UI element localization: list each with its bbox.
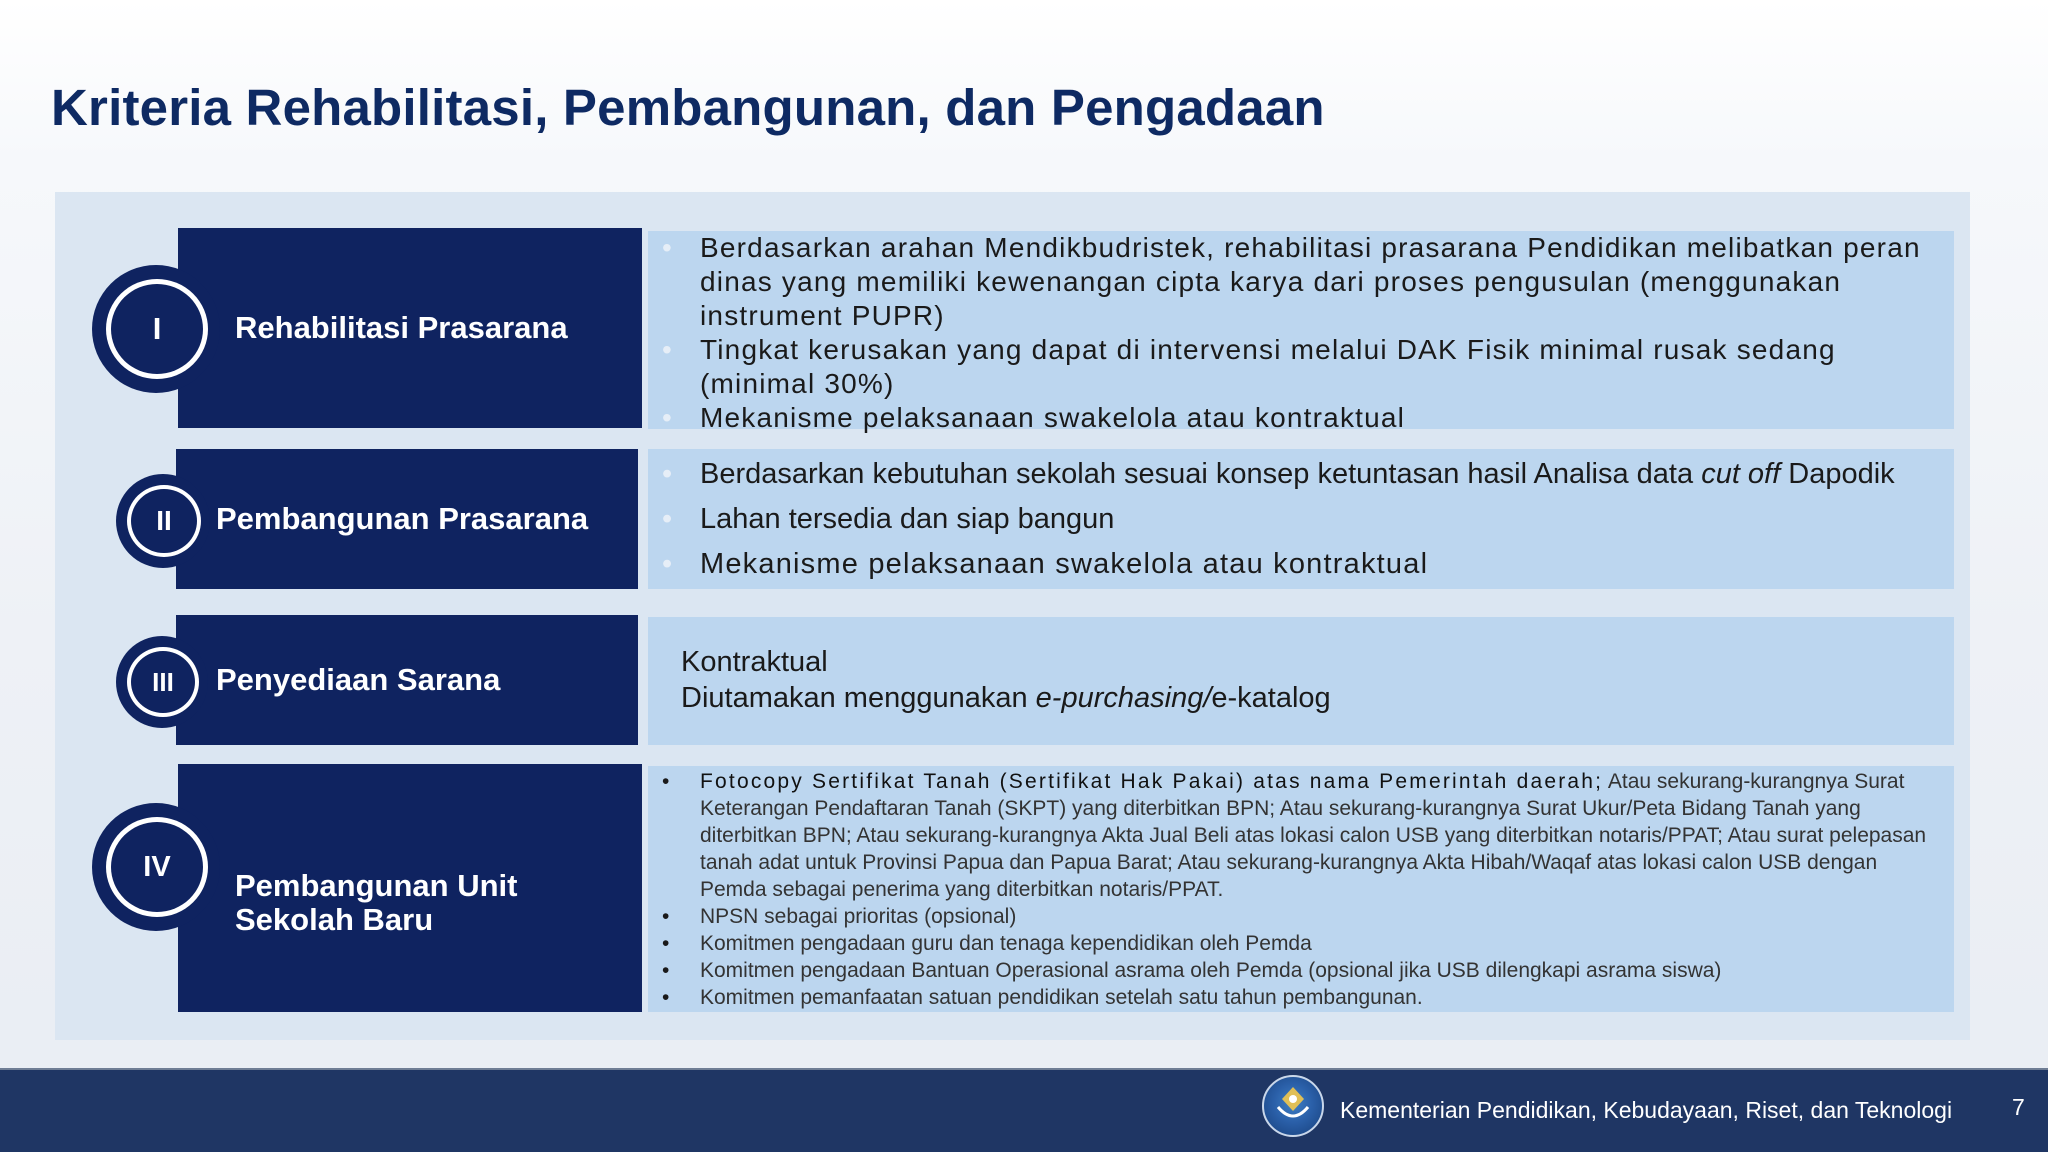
row-label: Sekolah Baru — [235, 902, 434, 937]
ministry-logo-icon — [1262, 1075, 1324, 1137]
row-label: Rehabilitasi Prasarana — [235, 310, 568, 345]
numeral-label: III — [152, 666, 174, 697]
row-content — [648, 449, 1954, 589]
numeral-badge — [92, 803, 220, 931]
bullet-item: • NPSN sebagai prioritas (opsional) — [648, 903, 1944, 930]
row-label-box — [178, 228, 642, 428]
row-label: Pembangunan Prasarana — [216, 501, 589, 536]
row-content — [648, 231, 1954, 433]
bullet-item: • Komitmen pemanfaatan satuan pendidikan setelah satu tahun pembangunan. — [648, 984, 1944, 1011]
row-label-box — [176, 449, 638, 589]
content-line: Diutamakan menggunakan e-purchasing/e-katalog — [681, 682, 1331, 714]
bullet-list — [648, 768, 1944, 1011]
bullet-item: • Berdasarkan kebutuhan sekolah sesuai konsep ketuntasan hasil Analisa data cut off Dapodik — [648, 452, 1954, 497]
page-title: Kriteria Rehabilitasi, Pembangunan, dan Pengadaan — [51, 79, 1325, 136]
bullet-list — [648, 231, 1954, 435]
numeral-badge — [116, 636, 208, 728]
page-number: 7 — [2012, 1094, 2025, 1120]
content-line: Kontraktual — [681, 646, 828, 678]
bullet-item: • Komitmen pengadaan guru dan tenaga kependidikan oleh Pemda — [648, 930, 1944, 957]
row-label-box — [178, 764, 642, 1012]
row-content — [648, 617, 1954, 745]
bullet-item: • Lahan tersedia dan siap bangun — [648, 497, 1954, 542]
numeral-badge — [116, 474, 210, 568]
bullet-item: • Mekanisme pelaksanaan swakelola atau kontraktual — [648, 401, 1954, 435]
bullet-item: • Komitmen pengadaan Bantuan Operasional asrama oleh Pemda (opsional jika USB dilengkapi asrama siswa) — [648, 957, 1944, 984]
bullet-item: • Tingkat kerusakan yang dapat di intervensi melalui DAK Fisik minimal rusak sedang (minimal 30%) — [648, 333, 1954, 401]
row-label: Penyediaan Sarana — [216, 662, 501, 697]
footer-bar — [0, 1068, 2048, 1152]
row-content — [648, 766, 1954, 1012]
numeral-label: IV — [143, 850, 171, 883]
bullet-item: • Fotocopy Sertifikat Tanah (Sertifikat Hak Pakai) atas nama Pemerintah daerah; Atau sekurang-kurangnya Surat Keterangan Pendaftaran Tanah (SKPT) yang diterbitkan BPN; Atau sekurang-kurangnya Surat Ukur/Peta Bidang Tanah yang diterbitkan BPN; Atau sekurang-kurangnya Akta Jual Beli atas lokasi calon USB yang diterbitkan notaris/PPAT; Atau surat pelepasan tanah adat untuk Provinsi Papua dan Papua Barat; Atau sekurang-kurangnya Akta Hibah/Waqaf atas lokasi calon USB dengan Pemda sebagai penerima yang diterbitkan notaris/PPAT. — [648, 768, 1944, 903]
bullet-item: • Berdasarkan arahan Mendikbudristek, rehabilitasi prasarana Pendidikan melibatkan peran dinas yang memiliki kewenangan cipta karya dari proses pengusulan (menggunakan instrument PUPR) — [648, 231, 1954, 333]
numeral-label: II — [156, 505, 172, 536]
numeral-label: I — [152, 311, 162, 346]
bullet-list — [648, 452, 1954, 587]
row-label: Pembangunan Unit — [235, 868, 518, 903]
bullet-item: • Mekanisme pelaksanaan swakelola atau kontraktual — [648, 542, 1954, 587]
footer-org: Kementerian Pendidikan, Kebudayaan, Riset, dan Teknologi — [1340, 1097, 1953, 1123]
row-label-box — [176, 615, 638, 745]
numeral-badge — [92, 265, 220, 393]
